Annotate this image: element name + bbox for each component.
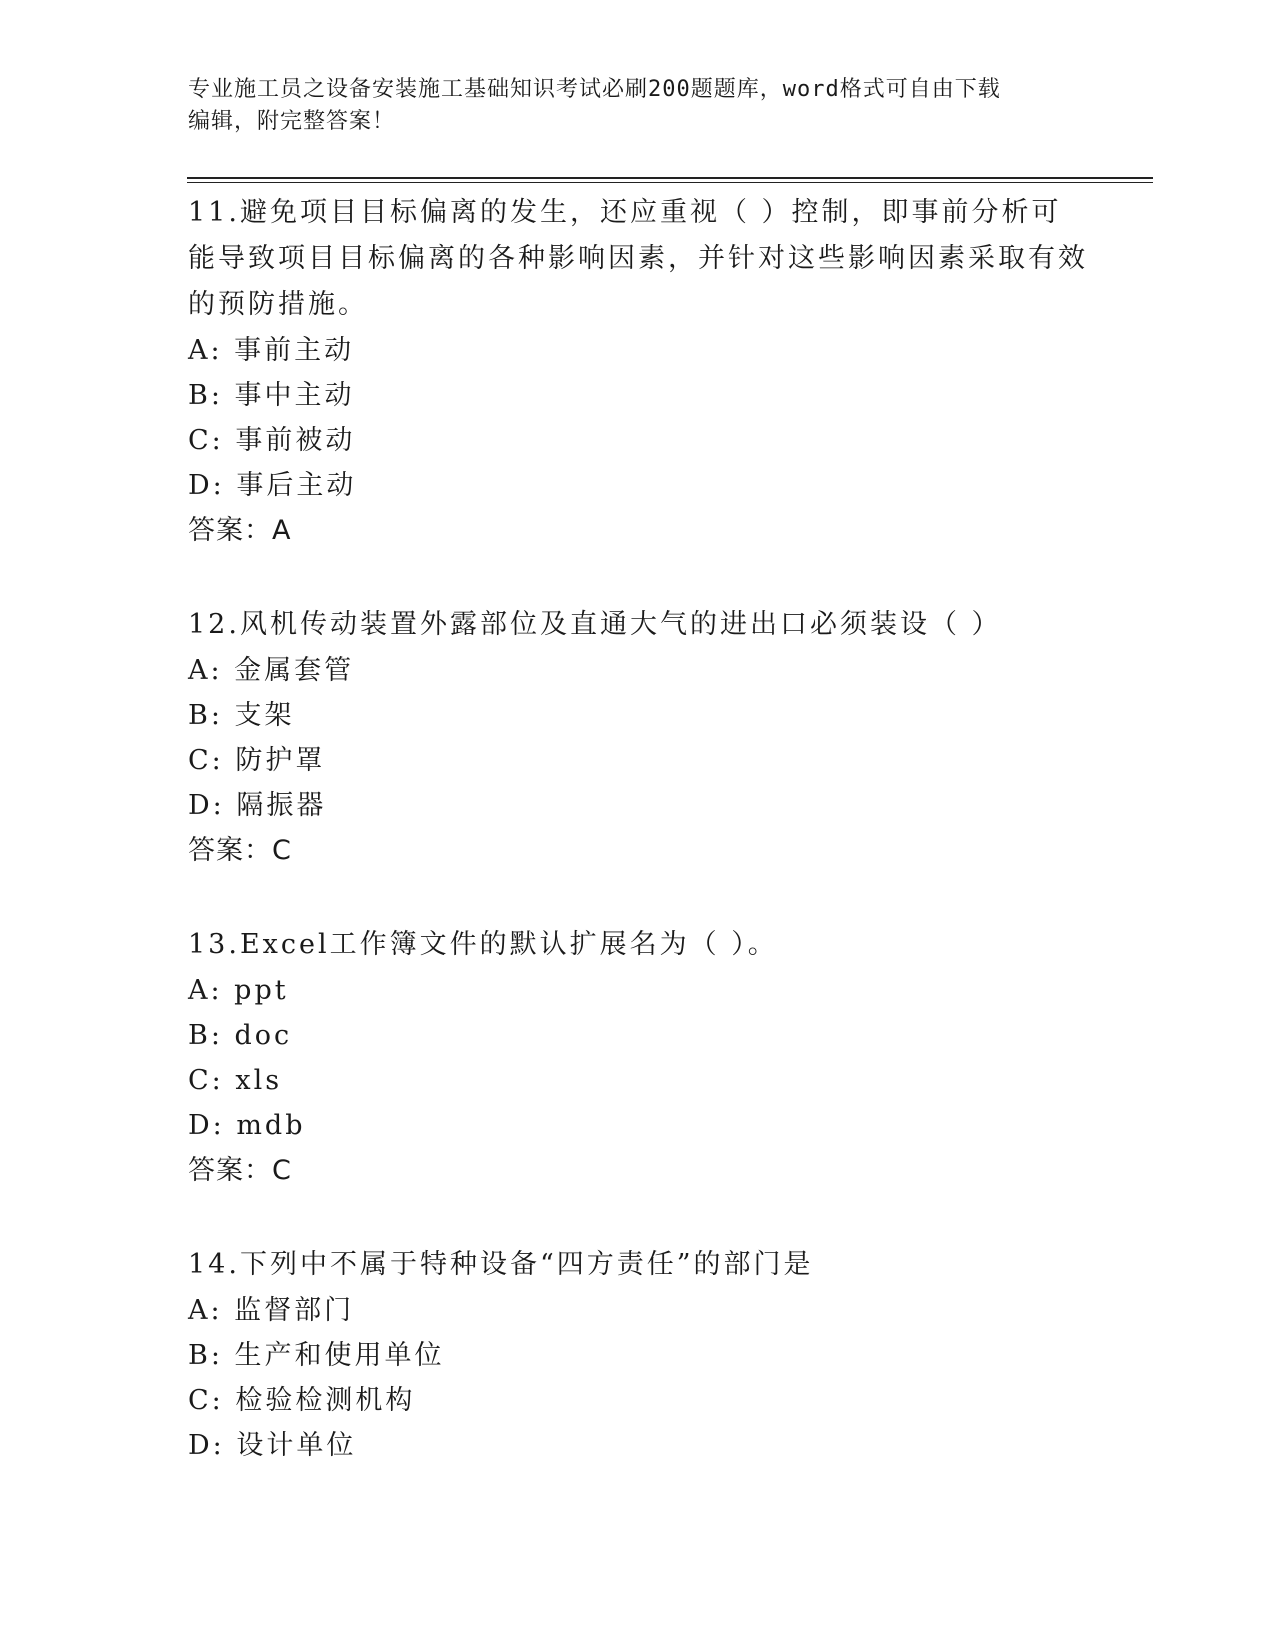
option-d: D: mdb (188, 1110, 306, 1141)
option-c: C: 防护罩 (188, 745, 326, 776)
option-a: A: ppt (188, 975, 289, 1006)
option-c: C: 事前被动 (188, 425, 356, 456)
option-b: B: 事中主动 (188, 380, 355, 411)
header-line-1: 专业施工员之设备安装施工基础知识考试必刷200题题库，word格式可自由下载 (188, 77, 1001, 102)
option-d: D: 隔振器 (188, 790, 327, 821)
question-stem: 14.下列中不属于特种设备“四方责任”的部门是 (188, 1249, 814, 1280)
option-c: C: 检验检测机构 (188, 1385, 416, 1416)
header-line-2: 编辑，附完整答案！ (188, 109, 396, 134)
option-a: A: 监督部门 (188, 1295, 355, 1326)
document-header (188, 74, 1068, 138)
answer-line: 答案：C (188, 1155, 292, 1186)
answer-line: 答案：C (188, 835, 292, 866)
question-13 (188, 922, 1088, 1194)
option-b: B: 支架 (188, 700, 295, 731)
option-b: B: 生产和使用单位 (188, 1340, 445, 1371)
option-b: B: doc (188, 1020, 293, 1051)
option-a: A: 金属套管 (188, 655, 355, 686)
option-c: C: xls (188, 1065, 283, 1096)
question-list (188, 190, 1088, 1516)
answer-line: 答案：A (188, 515, 292, 546)
question-stem: 11.避免项目目标偏离的发生，还应重视（ ）控制，即事前分析可能导致项目目标偏离的各种影响因素，并针对这些影响因素采取有效的预防措施。 (188, 197, 1088, 320)
option-a: A: 事前主动 (188, 335, 355, 366)
option-d: D: 设计单位 (188, 1430, 357, 1461)
question-11 (188, 190, 1088, 554)
header-rule-thin (187, 182, 1153, 183)
header-rule-thick (187, 177, 1153, 179)
question-14 (188, 1242, 1088, 1468)
option-d: D: 事后主动 (188, 470, 357, 501)
question-stem: 12.风机传动装置外露部位及直通大气的进出口必须装设（ ） (188, 609, 1002, 640)
question-12 (188, 602, 1088, 874)
question-stem: 13.Excel工作簿文件的默认扩展名为（ ）。 (188, 929, 778, 960)
